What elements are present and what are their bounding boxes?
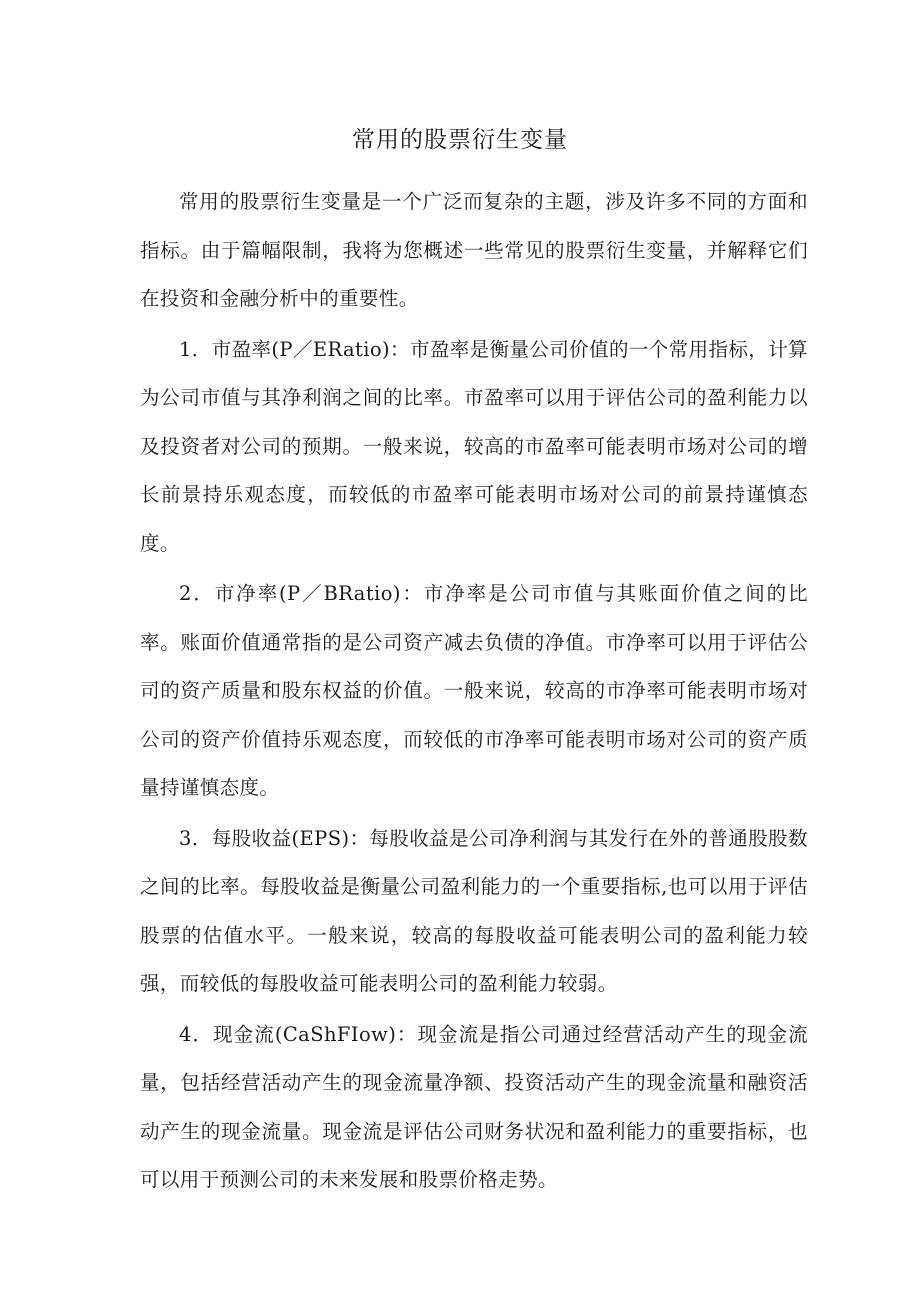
paragraph-cash-flow: 4．现金流(CaShFIow)：现金流是指公司通过经营活动产生的现金流量，包括经营活动产生的现金流量净额、投资活动产生的现金流量和融资活动产生的现金流量。现金流是评估公司财务状况和盈利能力的重要指标，也可以用于预测公司的未来发展和股票价格走势。 xyxy=(140,1022,808,1191)
paragraph-eps: 3．每股收益(EPS)：每股收益是公司净利润与其发行在外的普通股股数之间的比率。每股收益是衡量公司盈利能力的一个重要指标,也可以用于评估股票的估值水平。一般来说，较高的每股收益可能表明公司的盈利能力较强，而较低的每股收益可能表明公司的盈利能力较弱。 xyxy=(140,826,808,995)
document-title: 常用的股票衍生变量 xyxy=(352,127,568,153)
paragraph-pb-ratio: 2．市净率(P／BRatio)：市净率是公司市值与其账面价值之间的比率。账面价值通常指的是公司资产减去负债的净值。市净率可以用于评估公司的资产质量和股东权益的价值。一般来说，较高的市净率可能表明市场对公司的资产价值持乐观态度，而较低的市净率可能表明市场对公司的资产质量持谨慎态度。 xyxy=(140,582,808,799)
paragraph-pe-ratio: 1．市盈率(P／ERatio)：市盈率是衡量公司价值的一个常用指标，计算为公司市值与其净利润之间的比率。市盈率可以用于评估公司的盈利能力以及投资者对公司的预期。一般来说，较高的市盈率可能表明市场对公司的增长前景持乐观态度，而较低的市盈率可能表明市场对公司的前景持谨慎态度。 xyxy=(140,337,808,555)
paragraph-intro: 常用的股票衍生变量是一个广泛而复杂的主题，涉及许多不同的方面和指标。由于篇幅限制，我将为您概述一些常见的股票衍生变量，并解释它们在投资和金融分析中的重要性。 xyxy=(140,190,808,310)
